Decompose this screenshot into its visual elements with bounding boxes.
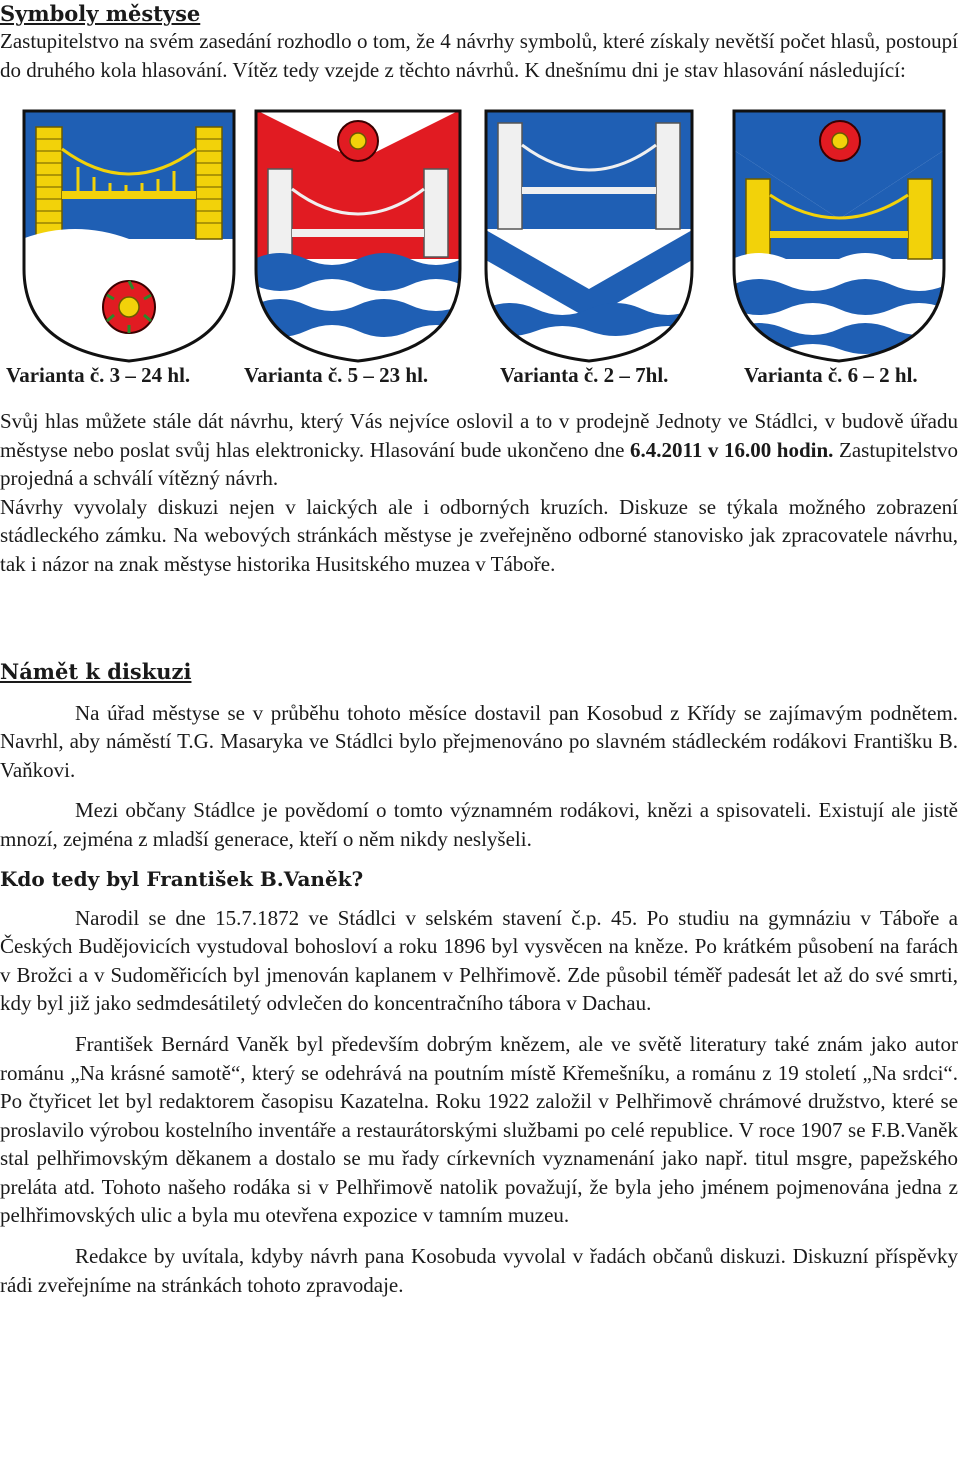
- voting-paragraph: [0, 407, 958, 493]
- variant-captions: [0, 363, 958, 393]
- caption-variant-5: Varianta č. 5 – 23 hl.: [244, 363, 429, 387]
- rose-icon: [338, 121, 378, 161]
- rose-icon: [820, 121, 860, 161]
- intro-paragraph: Zastupitelstvo na svém zasedání rozhodlo o tom, že 4 návrhy symbolů, které získaly nevětší počet hlasů, postoupí do druhého kola hlasování. Vítěz tedy vzejde z těchto návrhů. K dnešnímu dni je stav hlasování následující:: [0, 29, 958, 82]
- voting-deadline: 6.4.2011 v 16.00 hodin.: [630, 437, 834, 462]
- caption-variant-6: Varianta č. 6 – 2 hl.: [744, 363, 918, 387]
- awareness-paragraph: Mezi občany Stádlce je povědomí o tomto významném rodákovi, knězi a spisovateli. Existují ale jistě mnozí, zejména z mladší generace, kteří o něm nikdy neslyšeli.: [0, 798, 958, 851]
- coat-of-arms-variant-2: [484, 109, 694, 363]
- discussion-paragraph: Návrhy vyvolaly diskuzi nejen v laických ale i odborných kruzích. Diskuze se týkala možného zobrazení stádleckého zámku. Na webových stránkách městyse je zveřejněno odborné stanovisko jak zpracovatele návrhu, tak i názor na znak městyse historika Husitského muzea v Táboře.: [0, 494, 958, 576]
- caption-variant-3: Varianta č. 3 – 24 hl.: [6, 363, 191, 387]
- coat-of-arms-variant-6: [732, 109, 946, 363]
- tower-left-icon: [36, 127, 62, 239]
- section-title-symbols: Symboly městyse: [0, 1, 201, 26]
- tower-right-icon: [196, 127, 222, 239]
- coat-of-arms-gallery: [0, 109, 958, 363]
- rose-icon: [103, 281, 155, 333]
- biography-paragraph-1: Narodil se dne 15.7.1872 ve Stádlci v selském stavení č.p. 45. Po studiu na gymnáziu v Táboře a Českých Budějovicích vystudoval bohosloví a roku 1896 byl vysvěcen na kněze. Po krátkém působení na farách v Brožci a v Sudoměřicích byl jmenován kaplanem v Pelhřimově. Zde působil téměř padesát let až do své smrti, kdy byl již jako sedmdesátiletý odvlečen do koncentračního tábora v Dachau.: [0, 905, 958, 1016]
- biography-paragraph-2: František Bernárd Vaněk byl především dobrým knězem, ale ve světě literatury také znám jako autor románu „Na krásné samotě“, který se odehrává na poutním místě Křemešníku, a románu z 19 století „Na srdci“. Po čtyřicet let byl redaktorem časopisu Kazatelna. Roku 1922 založil v Pelhřimově chrámové družstvo, které se proslavilo výrobou kostelního inventáře a restaurátorskými službami po celé republice. V roce 1907 se F.B.Vaněk stal pelhřimovským děkanem a dostalo se mu řady církevních vyznamenání jako např. titul msgre, papežského preláta atd. Tohoto našeho rodáka si v Pelhřimově natolik považují, že byla jeho jménem pojmenována jedna z pelhřimovských ulic a byla mu otevřena expozice v tamním muzeu.: [0, 1031, 958, 1228]
- closing-paragraph: Redakce by uvítala, kdyby návrh pana Kosobuda vyvolal v řadách občanů diskuzi. Diskuzní příspěvky rádi zveřejníme na stránkách tohoto zpravodaje.: [0, 1244, 958, 1297]
- caption-variant-2: Varianta č. 2 – 7hl.: [500, 363, 669, 387]
- coat-of-arms-variant-3: [22, 109, 236, 363]
- coat-of-arms-variant-5: [254, 109, 462, 363]
- voting-text: Svůj hlas můžete stále dát návrhu, který Vás nejvíce oslovil a to v prodejně Jednoty ve Stádlci, v budově úřadu městyse nebo poslat svůj hlas elektronicky. Hlasování bude ukončeno dne: [0, 409, 958, 462]
- biography-question: Kdo tedy byl František B.Vaněk?: [0, 866, 364, 891]
- proposal-paragraph: Na úřad městyse se v průběhu tohoto měsíce dostavil pan Kosobud z Křídy se zajímavým podnětem. Navrhl, aby náměstí T.G. Masaryka ve Stádlci bylo přejmenováno po slavném stádleckém rodákovi Františku B. Vaňkovi.: [0, 700, 958, 782]
- section-title-discussion: Námět k diskuzi: [0, 658, 192, 684]
- voting-text-end: Zastupitelstvo projedná a schválí vítězný návrh.: [0, 437, 958, 491]
